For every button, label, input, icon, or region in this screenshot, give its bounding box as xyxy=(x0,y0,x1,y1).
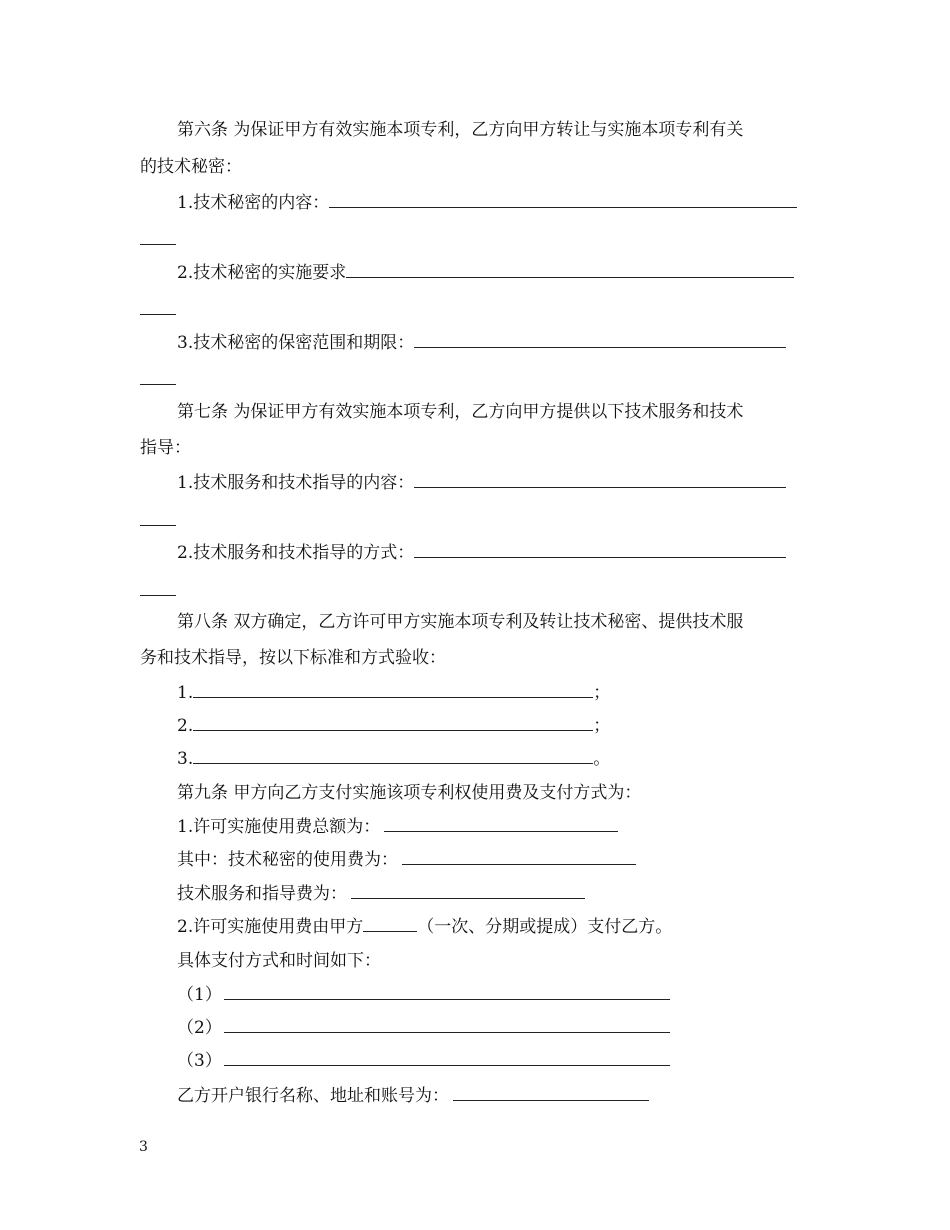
acceptance-item-3 xyxy=(177,747,610,771)
payment-item-1 xyxy=(177,983,670,1007)
page-number: 3 xyxy=(139,1139,148,1155)
article-7-continuation: 指导： xyxy=(140,438,191,458)
bank-info-line xyxy=(177,1084,649,1108)
article-9-detail: 具体支付方式和时间如下： xyxy=(177,951,381,971)
item-punctuation: ； xyxy=(593,683,611,703)
article-8-continuation: 务和技术指导，按以下标准和方式验收： xyxy=(140,648,446,668)
article-9-item-2 xyxy=(177,915,672,939)
item-punctuation: 。 xyxy=(593,749,611,769)
acceptance-item-2 xyxy=(177,714,610,738)
item-label: 1.许可实施使用费总额为： xyxy=(177,817,381,837)
item-label: 2.技术服务和技术指导的方式： xyxy=(177,543,415,563)
item-number: （1） xyxy=(177,985,222,1005)
article-7-item-2 xyxy=(177,541,786,565)
blank-field xyxy=(351,884,585,899)
item-label-suffix: （一次、分期或提成）支付乙方。 xyxy=(417,917,673,937)
article-9-sub-2 xyxy=(177,882,585,906)
article-9-heading: 第九条 甲方向乙方支付实施该项专利权使用费及支付方式为： xyxy=(177,783,642,803)
article-9-item-1 xyxy=(177,815,618,839)
item-label: 1.技术秘密的内容： xyxy=(177,193,330,213)
payment-item-3 xyxy=(177,1049,670,1073)
article-6-heading: 第六条 为保证甲方有效实施本项专利，乙方向甲方转让与实施本项专利有关 xyxy=(177,120,744,140)
item-label: 技术服务和指导费为： xyxy=(177,884,347,904)
blank-field-continuation xyxy=(140,525,176,526)
blank-field-continuation xyxy=(140,595,176,596)
blank-field xyxy=(193,749,593,764)
blank-field xyxy=(414,473,786,488)
article-7-heading: 第七条 为保证甲方有效实施本项专利，乙方向甲方提供以下技术服务和技术 xyxy=(177,402,744,422)
blank-field xyxy=(453,1086,649,1101)
article-8-heading: 第八条 双方确定，乙方许可甲方实施本项专利及转让技术秘密、提供技术服 xyxy=(177,612,744,632)
blank-field xyxy=(193,716,593,731)
item-label: 3.技术秘密的保密范围和期限： xyxy=(177,333,415,353)
acceptance-item-1 xyxy=(177,681,610,705)
blank-field-continuation xyxy=(140,384,176,385)
article-6-item-3 xyxy=(177,331,786,355)
blank-field xyxy=(414,333,786,348)
blank-field xyxy=(329,193,797,208)
item-label: 2.技术秘密的实施要求 xyxy=(177,263,347,283)
item-label: 2.许可实施使用费由甲方 xyxy=(177,917,364,937)
blank-field-continuation xyxy=(140,244,176,245)
item-number: （2） xyxy=(177,1018,222,1038)
blank-field-continuation xyxy=(140,314,176,315)
item-number: 2. xyxy=(177,716,194,736)
article-7-item-1 xyxy=(177,471,786,495)
blank-field xyxy=(193,683,593,698)
blank-field xyxy=(346,263,794,278)
article-6-item-1 xyxy=(177,191,797,215)
blank-field xyxy=(224,1051,670,1066)
payment-item-2 xyxy=(177,1016,670,1040)
item-label: 乙方开户银行名称、地址和账号为： xyxy=(177,1086,449,1106)
article-9-sub-1 xyxy=(177,848,636,872)
blank-field xyxy=(402,850,636,865)
item-number: （3） xyxy=(177,1051,222,1071)
blank-field xyxy=(414,543,786,558)
item-label: 其中：技术秘密的使用费为： xyxy=(177,850,398,870)
item-label: 1.技术服务和技术指导的内容： xyxy=(177,473,415,493)
item-number: 3. xyxy=(177,749,194,769)
item-number: 1. xyxy=(177,683,194,703)
blank-field xyxy=(384,817,618,832)
blank-field xyxy=(224,985,670,1000)
article-6-item-2 xyxy=(177,261,794,285)
blank-field xyxy=(224,1018,670,1033)
article-6-continuation: 的技术秘密： xyxy=(140,157,242,177)
blank-field xyxy=(363,917,417,932)
item-punctuation: ； xyxy=(593,716,611,736)
